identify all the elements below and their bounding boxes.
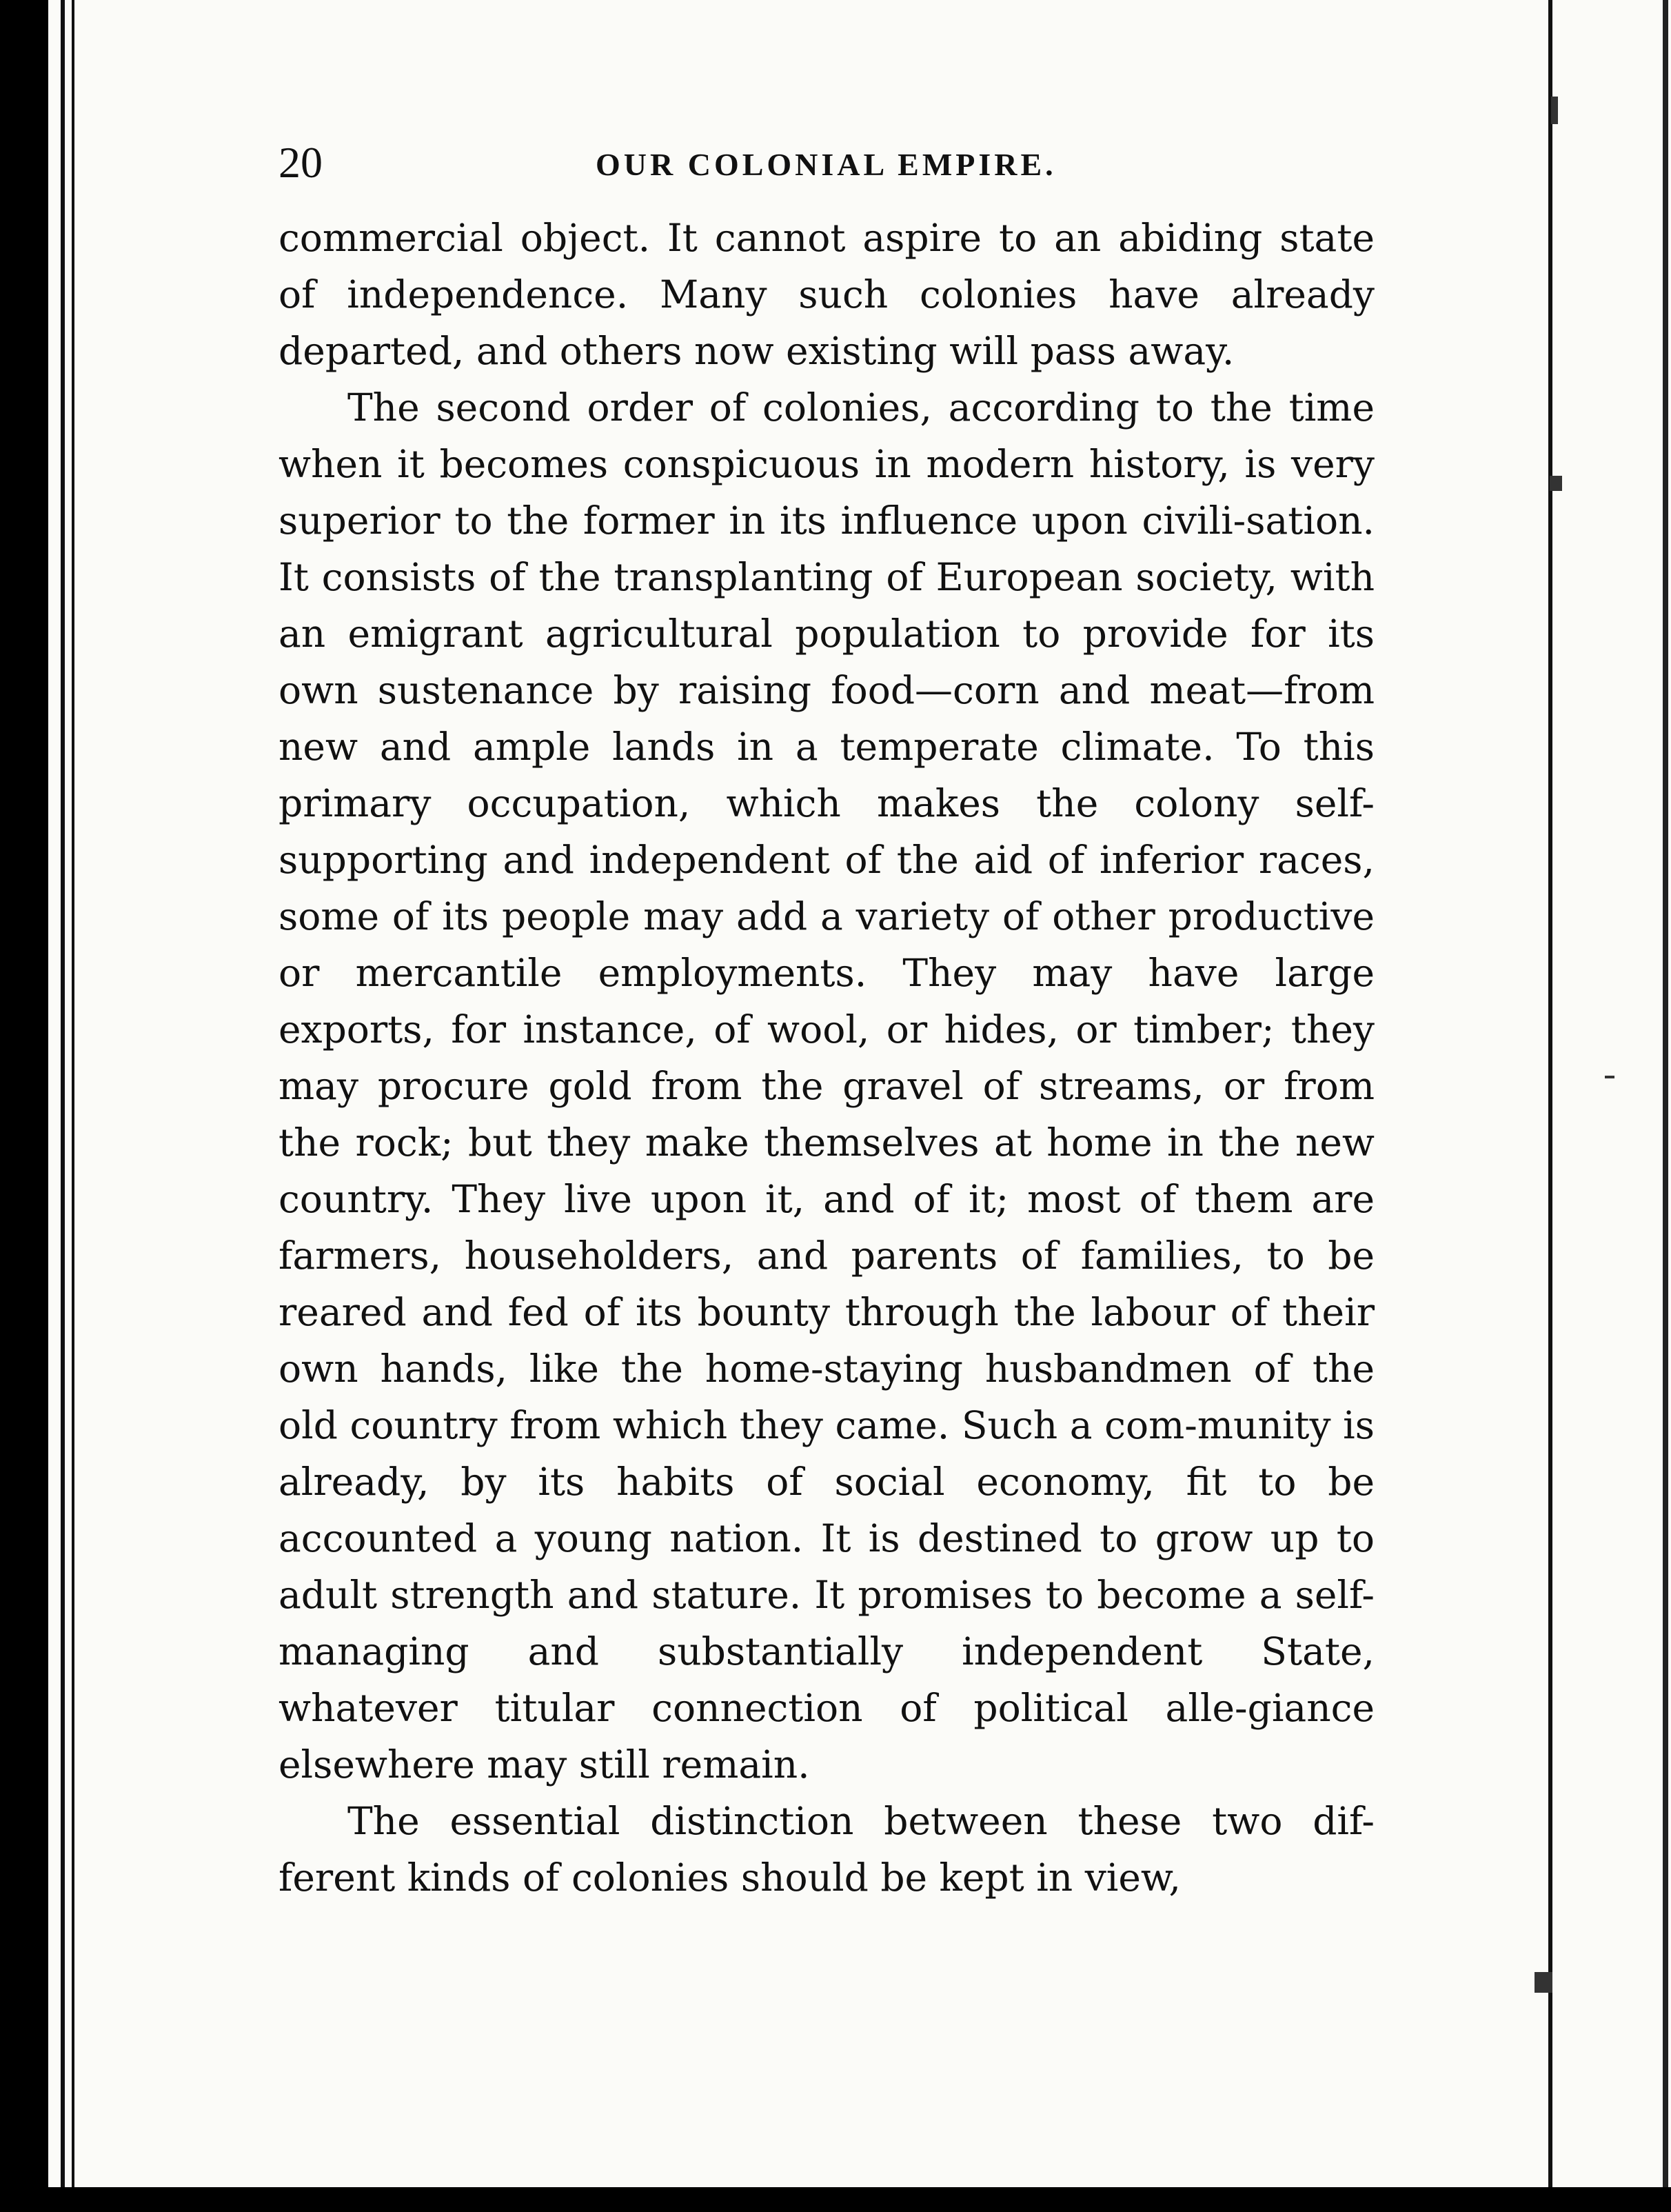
body-text	[278, 210, 1375, 1906]
page-number: 20	[278, 138, 323, 187]
running-title: OUR COLONIAL EMPIRE.	[596, 147, 1057, 182]
scan-speck	[1605, 1076, 1614, 1078]
scan-speck	[1550, 476, 1562, 491]
paragraph: The essential distinction between these two dif-ferent kinds of colonies should be kept in view,	[278, 1799, 1375, 1900]
scan-border-rule	[1663, 0, 1668, 2212]
adjacent-page-edge	[1544, 0, 1671, 2212]
binding-shadow-line	[61, 0, 65, 2187]
book-page	[48, 0, 1544, 2187]
binding-shadow-line	[72, 0, 74, 2187]
paragraph: commercial object. It cannot aspire to an abiding state of independence. Many such colonies have already departed, and others now existing will pass away.	[278, 216, 1375, 373]
scan-speck	[1551, 97, 1558, 124]
paragraph: The second order of colonies, according to the time when it becomes conspicuous in modern history, is very superior to the former in its influence upon civili-sation. It consists of the transplanting of European society, with an emigrant agricultural population to provide for its own sustenance by raising food—corn and meat—from new and ample lands in a temperate climate. To this primary occupation, which makes the colony self-supporting and independent of the aid of inferior races, some of its people may add a variety of other productive or mercantile employments. They may have large exports, for instance, of wool, or hides, or timber; they may procure gold from the gravel of streams, or from the rock; but they make themselves at home in the new country. They live upon it, and of it; most of them are farmers, householders, and parents of families, to be reared and fed of its bounty through the labour of their own hands, like the home-staying husbandmen of the old country from which they came. Such a com-munity is already, by its habits of social economy, fit to be accounted a young nation. It is destined to grow up to adult strength and stature. It promises to become a self-managing and substantially independent State, whatever titular connection of political alle-giance elsewhere may still remain.	[278, 385, 1375, 1787]
scan-bottom-border	[0, 2187, 1671, 2212]
page-edge-rule	[1548, 0, 1552, 2212]
page-header	[278, 135, 1381, 190]
scan-speck	[1535, 1972, 1552, 1993]
